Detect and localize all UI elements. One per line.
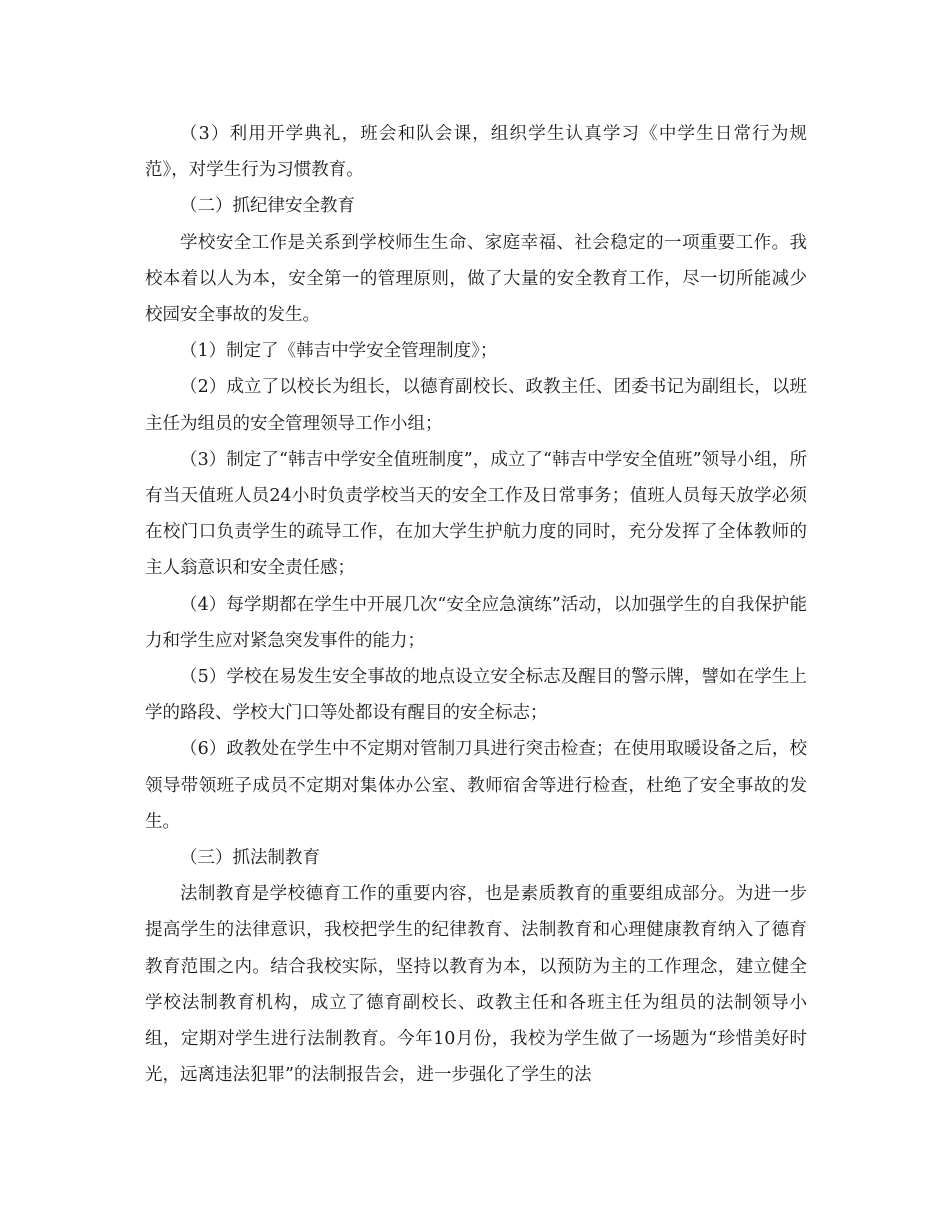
paragraph-safety-item-2: （2）成立了以校长为组长，以德育副校长、政教主任、团委书记为副组长，以班主任为组员的安全管理领导工作小组； bbox=[145, 377, 807, 434]
paragraph-safety-item-4: （4）每学期都在学生中开展几次“安全应急演练”活动，以加强学生的自我保护能力和学生应对紧急突发事件的能力； bbox=[145, 594, 807, 651]
paragraph-safety-item-3: （3）制定了“韩吉中学安全值班制度”，成立了“韩吉中学安全值班”领导小组，所有当天值班人员24小时负责学校当天的安全工作及日常事务；值班人员每天放学必须在校门口负责学生的疏导工作，在加大学生护航力度的同时，充分发挥了全体教师的主人翁意识和安全责任感； bbox=[145, 449, 807, 579]
paragraph-safety-intro: 学校安全工作是关系到学校师生生命、家庭幸福、社会稳定的一项重要工作。我校本着以人为本，安全第一的管理原则，做了大量的安全教育工作，尽一切所能减少校园安全事故的发生。 bbox=[145, 232, 807, 326]
paragraph-safety-item-5: （5）学校在易发生安全事故的地点设立安全标志及醒目的警示牌，譬如在学生上学的路段、学校大门口等处都设有醒目的安全标志； bbox=[145, 667, 807, 724]
section-heading-discipline-safety: （二）抓纪律安全教育 bbox=[180, 196, 355, 217]
section-heading-legal-education: （三）抓法制教育 bbox=[180, 848, 320, 869]
paragraph-safety-item-6: （6）政教处在学生中不定期对管制刀具进行突击检查；在使用取暖设备之后，校领导带领班子成员不定期对集体办公室、教师宿舍等进行检查，杜绝了安全事故的发生。 bbox=[145, 739, 807, 832]
paragraph-behavior-education: （3）利用开学典礼，班会和队会课，组织学生认真学习《中学生日常行为规范》，对学生行为习惯教育。 bbox=[145, 124, 807, 181]
document-body bbox=[145, 116, 807, 1093]
paragraph-legal-education: 法制教育是学校德育工作的重要内容，也是素质教育的重要组成部分。为进一步提高学生的法律意识，我校把学生的纪律教育、法制教育和心理健康教育纳入了德育教育范围之内。结合我校实际，坚持以教育为本，以预防为主的工作理念，建立健全学校法制教育机构，成立了德育副校长、政教主任和各班主任为组员的法制领导小组，定期对学生进行法制教育。今年10月份，我校为学生做了一场题为“珍惜美好时光，远离违法犯罪”的法制报告会，进一步强化了学生的法 bbox=[145, 884, 807, 1086]
paragraph-safety-item-1: （1）制定了《韩吉中学安全管理制度》； bbox=[180, 341, 498, 362]
